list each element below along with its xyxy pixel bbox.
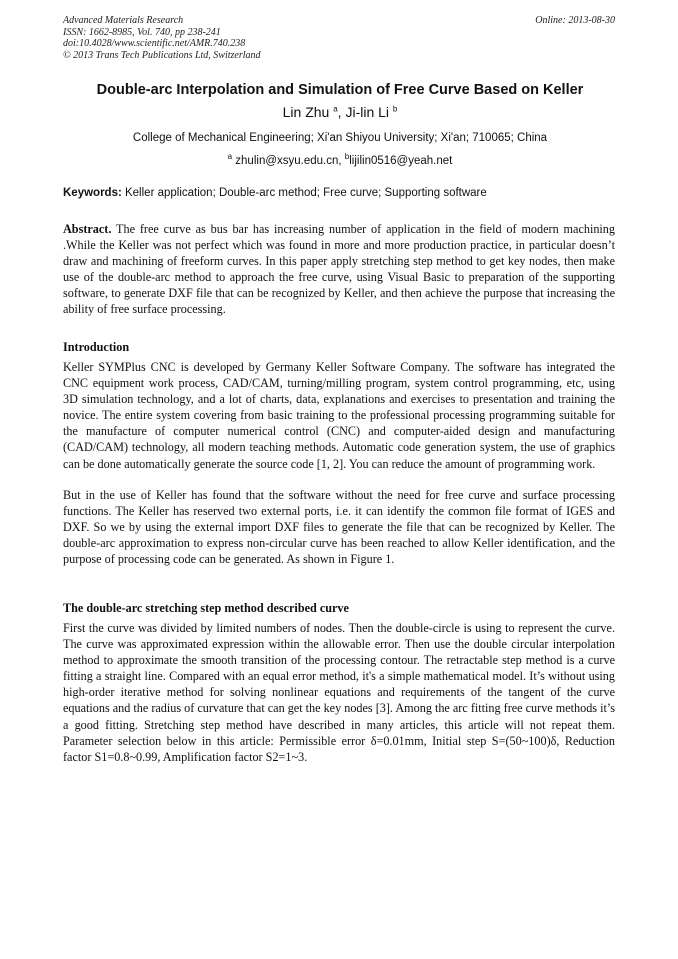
journal-copyright: © 2013 Trans Tech Publications Ltd, Switzerland [63,49,261,61]
affiliation: College of Mechanical Engineering; Xi'an Shiyou University; Xi'an; 710065; China [132,132,548,144]
section-heading-double-arc: The double-arc stretching step method described curve [63,601,349,615]
email-b: lijilin0516@yeah.net [349,154,453,167]
author-line [40,104,640,120]
email-line [40,152,640,167]
journal-name: Advanced Materials Research [63,15,184,26]
author-1-affil-mark: a [333,104,338,114]
double-arc-paragraph-1: First the curve was divided by limited numbers of nodes. Then the double-circle is using to represent the curve. The curve was approximated expression within the allowable error. Then use the double circular interpolation method to approximate the smooth transition of the processing contour. The retractable step method is a curve fitting a straight line. Compared with an equal error method, it's a simple mathematical model. It’s without using high-order iterative method for solving nonlinear equations and requirements of the tangent of the curve equations and the radius of curvature that can get the key nodes [3]. Among the arc fitting free curve methods it’s a good fitting. Stretching step method have described in many articles, this article will not repeat them. Parameter selection below in this article: Permissible error δ=0.01mm, Initial step S=(50~100)δ, Reduction factor S1=0.8~0.99, Amplification factor S2=1~3. [63,621,615,764]
email-a-mark: a [227,152,233,161]
keywords [63,187,615,199]
author-1: Lin Zhu [282,104,330,120]
journal-doi: doi:10.4028/www.scientific.net/AMR.740.238 [63,38,246,49]
keywords-text: Keller application; Double-arc method; Free curve; Supporting software [121,187,487,199]
journal-header [63,15,615,61]
author-2: Ji-lin Li [345,104,390,120]
introduction-paragraph-2: But in the use of Keller has found that the software without the need for free curve and surface processing functions. The Keller has reserved two external ports, i.e. it can identify the common file format of IGES and DXF. So we by using the external import DXF files to generate the file that can be recognized by Keller. The double-arc approximation to express non-circular curve has been reached to allow Keller identification, and the purpose of processing code can be generated. As shown in Figure 1. [63,488,615,567]
journal-issn: ISSN: 1662-8985, Vol. 740, pp 238-241 [63,26,221,38]
online-date: Online: 2013-08-30 [535,15,615,26]
author-separator: , [337,104,346,120]
abstract [63,221,615,318]
paper-title: Double-arc Interpolation and Simulation of Free Curve Based on Keller [96,82,584,98]
email-a: zhulin@xsyu.edu.cn, [232,154,345,167]
abstract-text: The free curve as bus bar has increasing number of application in the field of modern machining .While the Keller was not perfect which was found in more and more production practice, in particular doesn’t draw and machining of freeform curves. In this paper apply stretching step method to get key nodes, then make use of the double-arc method to approach the free curve, using Visual Basic to preparation of the supporting software, to generate DXF file that can be recognized by Keller, and then achieve the purpose that increasing the ability of free surface processing. [63,222,615,317]
introduction-paragraph-1: Keller SYMPlus CNC is developed by Germany Keller Software Company. The software has integrated the CNC equipment work process, CAD/CAM, turning/milling program, system control programming, etc, using 3D simulation technology, and a lot of charts, data, explanations and exercises to presentation and training the novice. The entire system covering from basic training to the professional processing programming suitable for the manufacture of computer numerical control (CNC) and computer-aided design and manufacturing (CAD/CAM) technology, all modern teaching methods. Automatic code generation system, the use of graphics can be done automatically generate the source code [1, 2]. You can reduce the amount of programming work. [63,360,615,471]
section-heading-introduction: Introduction [63,340,130,354]
abstract-label: Abstract. [63,222,112,236]
email-b-mark: b [344,152,350,161]
author-2-affil-mark: b [392,104,398,114]
keywords-label: Keywords: [63,187,122,199]
